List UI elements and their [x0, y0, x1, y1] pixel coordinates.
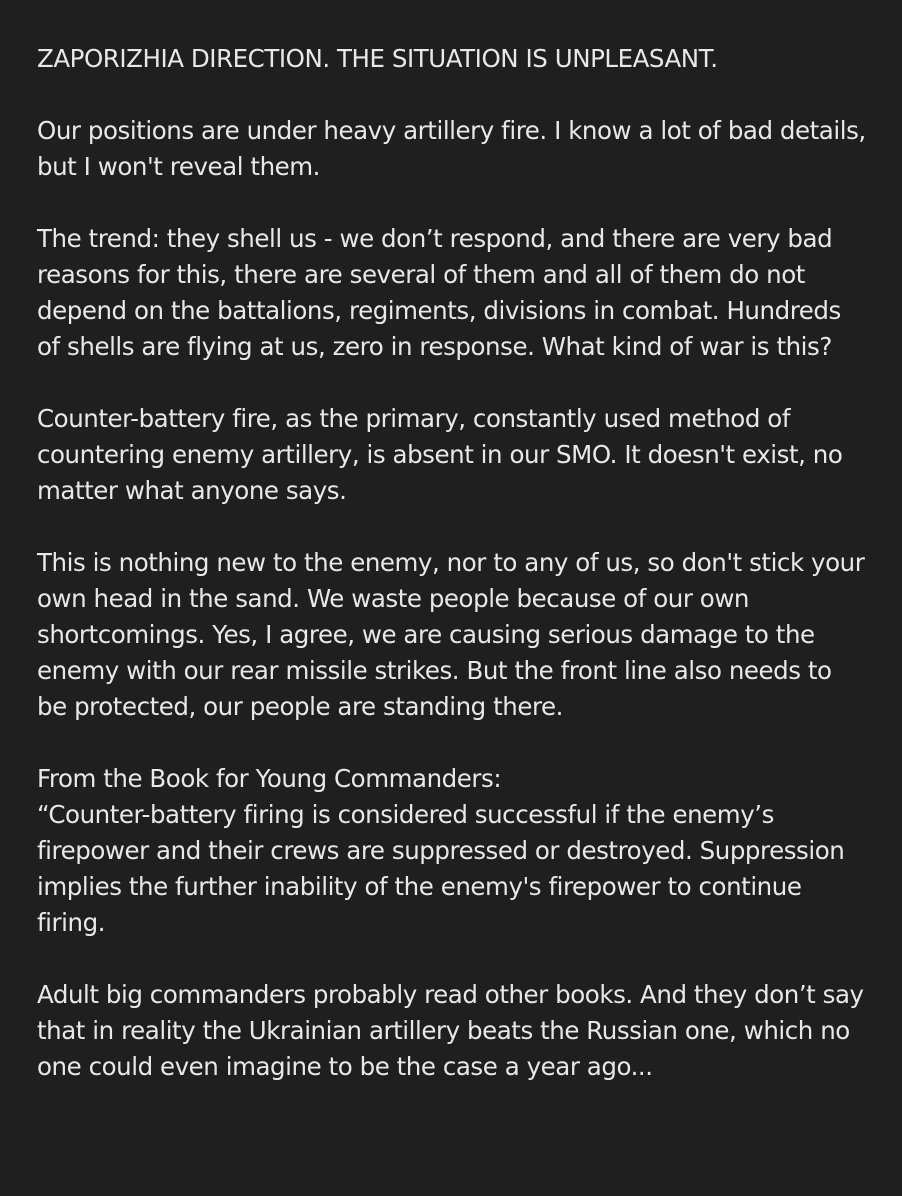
quote-text: “Counter-battery firing is considered successful if the enemy’s firepower and their crews are suppressed or destroyed. Suppression implies the further inability of the enemy's firepower to continue firing.: [37, 800, 845, 937]
paragraph-positions: Our positions are under heavy artillery fire. I know a lot of bad details, but I won't reveal them.: [37, 116, 866, 181]
quote-intro: From the Book for Young Commanders:: [37, 764, 502, 793]
paragraph-shortcomings: This is nothing new to the enemy, nor to any of us, so don't stick your own head in the sand. We waste people because of our own shortcomings. Yes, I agree, we are causing serious damage to the enemy with our rear missile strikes. But the front line also needs to be protected, our people are standing there.: [37, 548, 865, 721]
closing-paragraph: Adult big commanders probably read other books. And they don’t say that in reality the Ukrainian artillery beats the Russian one, which no one could even imagine to be the case a year ago...: [37, 980, 864, 1081]
paragraph-trend: The trend: they shell us - we don’t respond, and there are very bad reasons for this, there are several of them and all of them do not depend on the battalions, regiments, divisions in combat. Hundreds of shells are flying at us, zero in response. What kind of war is this?: [37, 224, 841, 361]
headline: ZAPORIZHIA DIRECTION. THE SITUATION IS UNPLEASANT.: [37, 44, 718, 73]
paragraph-counter-battery: Counter-battery fire, as the primary, constantly used method of countering enemy artillery, is absent in our SMO. It doesn't exist, no matter what anyone says.: [37, 404, 843, 505]
